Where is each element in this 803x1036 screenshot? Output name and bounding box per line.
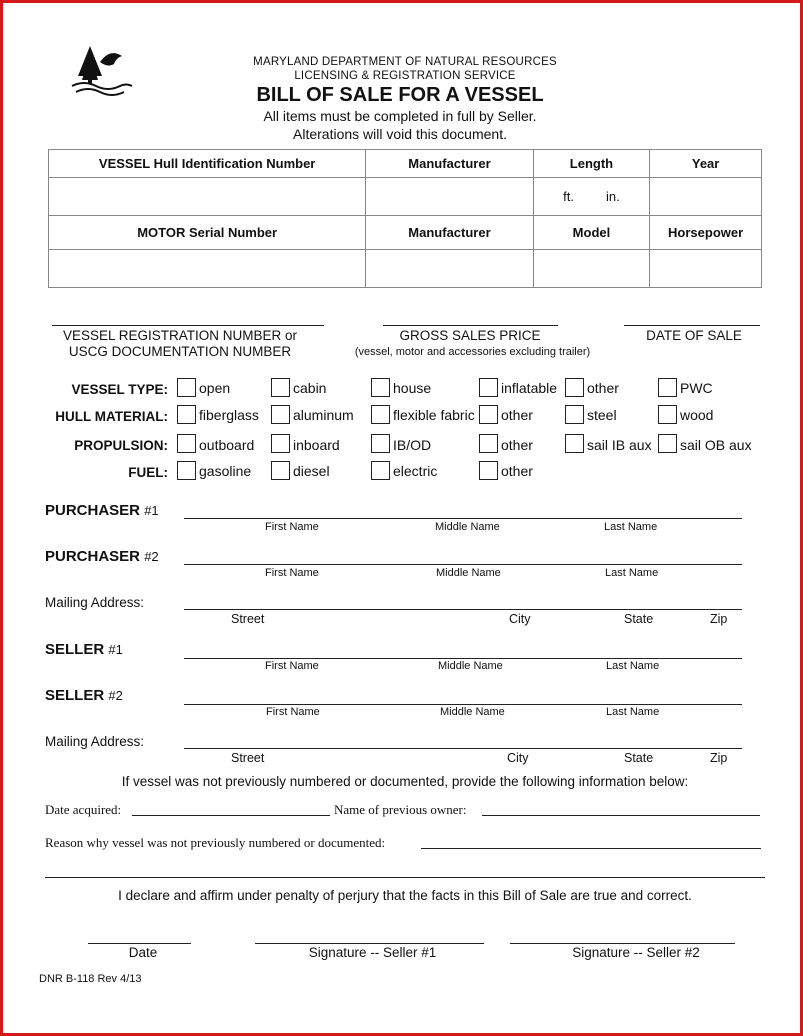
checkbox-vessel-cabin[interactable] [271,378,290,397]
ft-unit: ft. [563,189,574,204]
purchaser1-name-line[interactable] [184,518,742,519]
option-propulsion-sail-ib-aux: sail IB aux [587,437,652,453]
option-vessel-pwc: PWC [680,380,713,396]
hin-field[interactable] [49,178,366,216]
option-hull-flexible-fabric: flexible fabric [393,407,475,423]
date-acquired-label: Date acquired: [45,802,122,817]
option-propulsion-sail-ob-aux: sail OB aux [680,437,752,453]
checkbox-hull-flexible-fabric[interactable] [371,405,390,424]
checkbox-vessel-other[interactable] [565,378,584,397]
purchaser2-first-caption: First Name [265,567,319,579]
model-header: Model [533,216,650,250]
checkbox-hull-wood[interactable] [658,405,677,424]
checkbox-propulsion-sail-ob-aux[interactable] [658,434,677,453]
purchaser1-first-caption: First Name [265,521,319,533]
checkbox-propulsion-ibod[interactable] [371,434,390,453]
option-propulsion-inboard: inboard [293,437,340,453]
option-hull-steel: steel [587,407,617,423]
date-signature-caption: Date [128,945,158,960]
motor-serial-field[interactable] [49,250,366,288]
reason-line-2[interactable] [45,877,765,878]
checkbox-vessel-house[interactable] [371,378,390,397]
seller1-name-line[interactable] [184,658,742,659]
seller-zip-caption: Zip [710,751,728,765]
seller2-first-caption: First Name [266,706,320,718]
checkbox-fuel-gasoline[interactable] [177,461,196,480]
checkbox-hull-fiberglass[interactable] [177,405,196,424]
dnr-logo [70,42,134,98]
seller1-label: SELLER #1 [45,641,123,658]
seller1-last-caption: Last Name [606,660,660,672]
seller2-last-caption: Last Name [606,706,660,718]
motor-manufacturer-field[interactable] [366,250,533,288]
in-unit: in. [606,189,620,204]
purchaser-state-caption: State [624,612,654,626]
hull-material-label: HULL MATERIAL: [55,409,168,424]
option-vessel-inflatable: inflatable [501,380,558,396]
length-field[interactable] [533,178,650,216]
seller2-signature-line[interactable] [510,943,735,944]
seller1-signature-line[interactable] [255,943,484,944]
purchaser-city-caption: City [509,612,531,626]
registration-number-line[interactable] [52,325,324,326]
vessel-motor-table [48,149,762,288]
purchaser-zip-caption: Zip [710,612,728,626]
option-hull-fiberglass: fiberglass [199,407,259,423]
purchaser-mailing-label: Mailing Address: [45,595,145,610]
checkbox-fuel-other[interactable] [479,461,498,480]
checkbox-hull-steel[interactable] [565,405,584,424]
purchaser2-last-caption: Last Name [605,567,659,579]
option-fuel-other: other [501,463,533,479]
reason-label: Reason why vessel was not previously numbered or documented: [45,835,386,850]
purchaser2-name-line[interactable] [184,564,742,565]
completion-note: All items must be completed in full by Seller. [263,108,537,124]
purchaser-address-line[interactable] [184,609,742,610]
seller1-signature-caption: Signature -- Seller #1 [308,945,437,960]
horsepower-header: Horsepower [650,216,762,250]
purchaser1-middle-caption: Middle Name [435,521,500,533]
reason-line[interactable] [421,848,761,849]
form-number: DNR B-118 Rev 4/13 [39,973,142,985]
sales-price-note: (vessel, motor and accessories excluding trailer) [354,346,591,358]
option-vessel-open: open [199,380,231,396]
option-vessel-house: house [393,380,432,396]
purchaser2-middle-caption: Middle Name [436,567,501,579]
seller1-first-caption: First Name [265,660,319,672]
motor-manufacturer-header: Manufacturer [366,216,533,250]
option-hull-wood: wood [680,407,714,423]
form-title: BILL OF SALE FOR A VESSEL [256,84,544,106]
year-field[interactable] [650,178,762,216]
checkbox-propulsion-other[interactable] [479,434,498,453]
alteration-note: Alterations will void this document. [293,126,507,142]
previous-owner-label: Name of previous owner: [334,802,467,817]
fuel-label: FUEL: [128,465,168,480]
date-of-sale-line[interactable] [624,325,760,326]
seller2-middle-caption: Middle Name [440,706,505,718]
option-fuel-gasoline: gasoline [199,463,252,479]
checkbox-propulsion-outboard[interactable] [177,434,196,453]
checkbox-vessel-pwc[interactable] [658,378,677,397]
previous-owner-line[interactable] [482,815,760,816]
option-propulsion-ibod: IB/OD [393,437,432,453]
option-hull-other: other [501,407,533,423]
propulsion-label: PROPULSION: [74,438,168,453]
vessel-manufacturer-field[interactable] [366,178,533,216]
seller-address-line[interactable] [184,748,742,749]
option-fuel-diesel: diesel [293,463,330,479]
seller-street-caption: Street [231,751,265,765]
checkbox-propulsion-inboard[interactable] [271,434,290,453]
checkbox-fuel-electric[interactable] [371,461,390,480]
purchaser-street-caption: Street [231,612,265,626]
sales-price-label: GROSS SALES PRICE [399,328,541,343]
checkbox-vessel-open[interactable] [177,378,196,397]
purchaser1-label: PURCHASER #1 [45,502,159,519]
option-hull-aluminum: aluminum [293,407,354,423]
checkbox-propulsion-sail-ib-aux[interactable] [565,434,584,453]
option-vessel-other: other [587,380,619,396]
motor-serial-header: MOTOR Serial Number [49,216,366,250]
seller2-name-line[interactable] [184,704,742,705]
horsepower-field[interactable] [650,250,762,288]
model-field[interactable] [533,250,650,288]
agency-name: MARYLAND DEPARTMENT OF NATURAL RESOURCES [253,56,557,68]
purchaser2-label: PURCHASER #2 [45,548,159,565]
service-name: LICENSING & REGISTRATION SERVICE [294,70,516,82]
registration-label-1: VESSEL REGISTRATION NUMBER or [62,328,298,343]
previous-info-instruction: If vessel was not previously numbered or documented, provide the following information below: [121,774,689,789]
sales-price-line[interactable] [383,325,558,326]
checkbox-hull-other[interactable] [479,405,498,424]
option-vessel-cabin: cabin [293,380,327,396]
seller1-middle-caption: Middle Name [438,660,503,672]
vessel-manufacturer-header: Manufacturer [366,150,533,178]
length-header: Length [533,150,650,178]
hin-header: VESSEL Hull Identification Number [49,150,366,178]
checkbox-vessel-inflatable[interactable] [479,378,498,397]
option-propulsion-outboard: outboard [199,437,255,453]
seller-mailing-label: Mailing Address: [45,734,145,749]
seller-state-caption: State [624,751,654,765]
registration-label-2: USCG DOCUMENTATION NUMBER [68,344,292,359]
checkbox-hull-aluminum[interactable] [271,405,290,424]
option-fuel-electric: electric [393,463,438,479]
seller2-label: SELLER #2 [45,687,123,704]
seller-city-caption: City [507,751,529,765]
year-header: Year [650,150,762,178]
checkbox-fuel-diesel[interactable] [271,461,290,480]
option-propulsion-other: other [501,437,533,453]
declaration-text: I declare and affirm under penalty of perjury that the facts in this Bill of Sale are true and correct. [118,888,692,903]
purchaser1-last-caption: Last Name [604,521,658,533]
date-of-sale-label: DATE OF SALE [646,328,742,343]
seller2-signature-caption: Signature -- Seller #2 [572,945,700,960]
date-signature-line[interactable] [88,943,191,944]
vessel-type-label: VESSEL TYPE: [71,382,168,397]
date-acquired-line[interactable] [132,815,330,816]
